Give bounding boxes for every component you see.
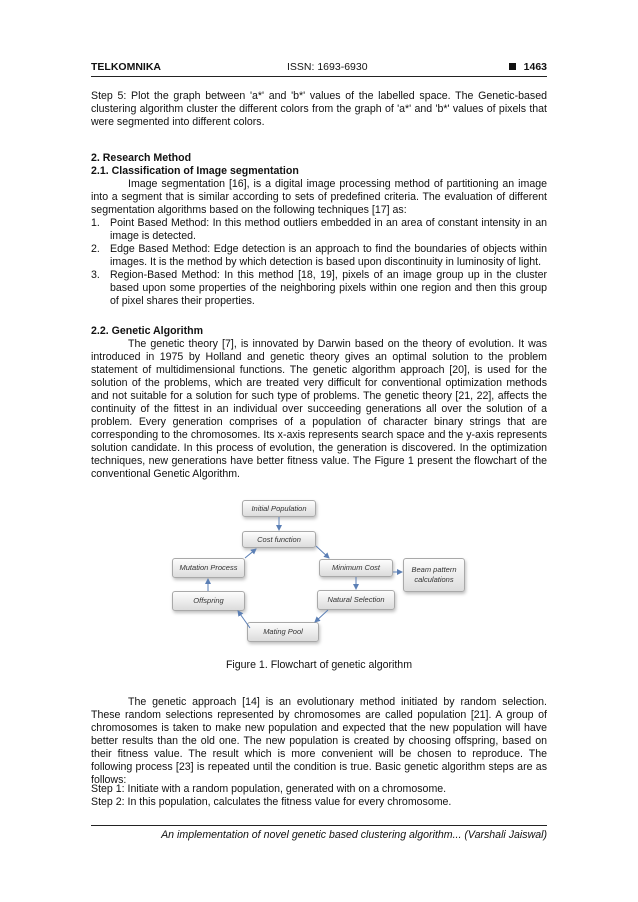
step-2: Step 2: In this population, calculates the fitness value for every chromosome. [91,796,452,808]
segmentation-methods-list [91,217,547,308]
flowchart-minimum-cost: Minimum Cost [319,559,393,577]
page-footer [91,825,547,841]
subsection-heading-genetic-algorithm: 2.2. Genetic Algorithm [91,325,204,337]
step-1: Step 1: Initiate with a random population, generated with on a chromosome. [91,783,447,795]
list-text: Point Based Method: In this method outliers embedded in an area of constant intensity in an image is detected. [110,217,547,242]
list-number: 2. [91,243,100,255]
flowchart-initial-population: Initial Population [242,500,316,517]
page-number: 1463 [523,61,547,73]
flowchart-offspring: Offspring [172,591,245,611]
figure-caption: Figure 1. Flowchart of genetic algorithm [225,659,413,671]
journal-name: TELKOMNIKA [91,61,161,73]
flowchart-beam-pattern: Beam pattern calculations [403,558,465,592]
arrow-cost-to-min [316,546,329,558]
page-header [91,59,547,77]
list-item [91,243,547,269]
list-number: 1. [91,217,100,229]
image-segmentation-paragraph: Image segmentation [16], is a digital image processing method of partitioning an image into a segment that is similar according to sets of predefined criteria. The evaluation of different segmentation algorithms based on the following techniques [17] as: [91,178,547,216]
list-text: Region-Based Method: In this method [18, 19], pixels of an image group up in the cluster based upon some properties of the neighboring pixels within one region and then this group of pixel shares their properties. [110,269,547,307]
arrow-selection-to-mating [315,610,328,622]
list-item [91,217,547,243]
list-item [91,269,547,308]
arrow-mutation-to-cost [245,549,256,558]
page-number-block [509,61,547,73]
header-rule [91,76,547,77]
list-number: 3. [91,269,100,281]
issn: ISSN: 1693-6930 [287,61,368,73]
list-text: Edge Based Method: Edge detection is an approach to find the boundaries of objects within images. It is the method by which detection is based upon discontinuity in luminosity of light. [110,243,547,268]
intro-paragraph: Step 5: Plot the graph between 'a*' and 'b*' values of the labelled space. The Genetic-based clustering algorithm cluster the different colors from the graph of 'a*' and 'b*' values of pixels that were segmented into different colors. [91,90,547,128]
flowchart-cost-function: Cost function [242,531,316,548]
square-bullet-icon [509,63,516,70]
genetic-approach-paragraph: The genetic approach [14] is an evolutionary method initiated by random selection. These random selections represented by chromosomes are called population [21]. A group of chromosomes is taken to make new population and expected that the new population will have better results than the old one. The new population is created by choosing offspring, based on their fitness value. The result which is more convenient will be chosen to reproduce. The following process [23] is repeated until the condition is true. Basic genetic algorithm steps are as follows: [91,696,547,786]
flowchart-mutation-process: Mutation Process [172,558,245,578]
footer-text: An implementation of novel genetic based clustering algorithm... (Varshali Jaiswal) [161,829,547,841]
subsection-heading-image-segmentation: 2.1. Classification of Image segmentation [91,165,299,177]
section-heading: 2. Research Method [91,152,192,164]
flowchart-mating-pool: Mating Pool [247,622,319,642]
flowchart-natural-selection: Natural Selection [317,590,395,610]
genetic-algorithm-paragraph: The genetic theory [7], is innovated by Darwin based on the theory of evolution. It was introduced in 1975 by Holland and genetic theory gives an optimal solution to the problem statement of multidimensional functions. The genetic algorithm approach [20], is used for the solution of the problems, which are treated very difficult for conventional optimization methods and not suitable for a solution for such type of problems. The genetic theory [21, 22], affects the continuity of the fittest in an individual over succeeding generations all over the solution of a problem. Every generation comprises of a population of character binary strings that are corresponding to the chromosomes. Its x-axis represents search space and the y-axis represents solution candidate. In this process of evolution, the generation is discovered. In the optimization techniques, new generations have better fitness value. The Figure 1 present the flowchart of the conventional Genetic Algorithm. [91,338,547,480]
